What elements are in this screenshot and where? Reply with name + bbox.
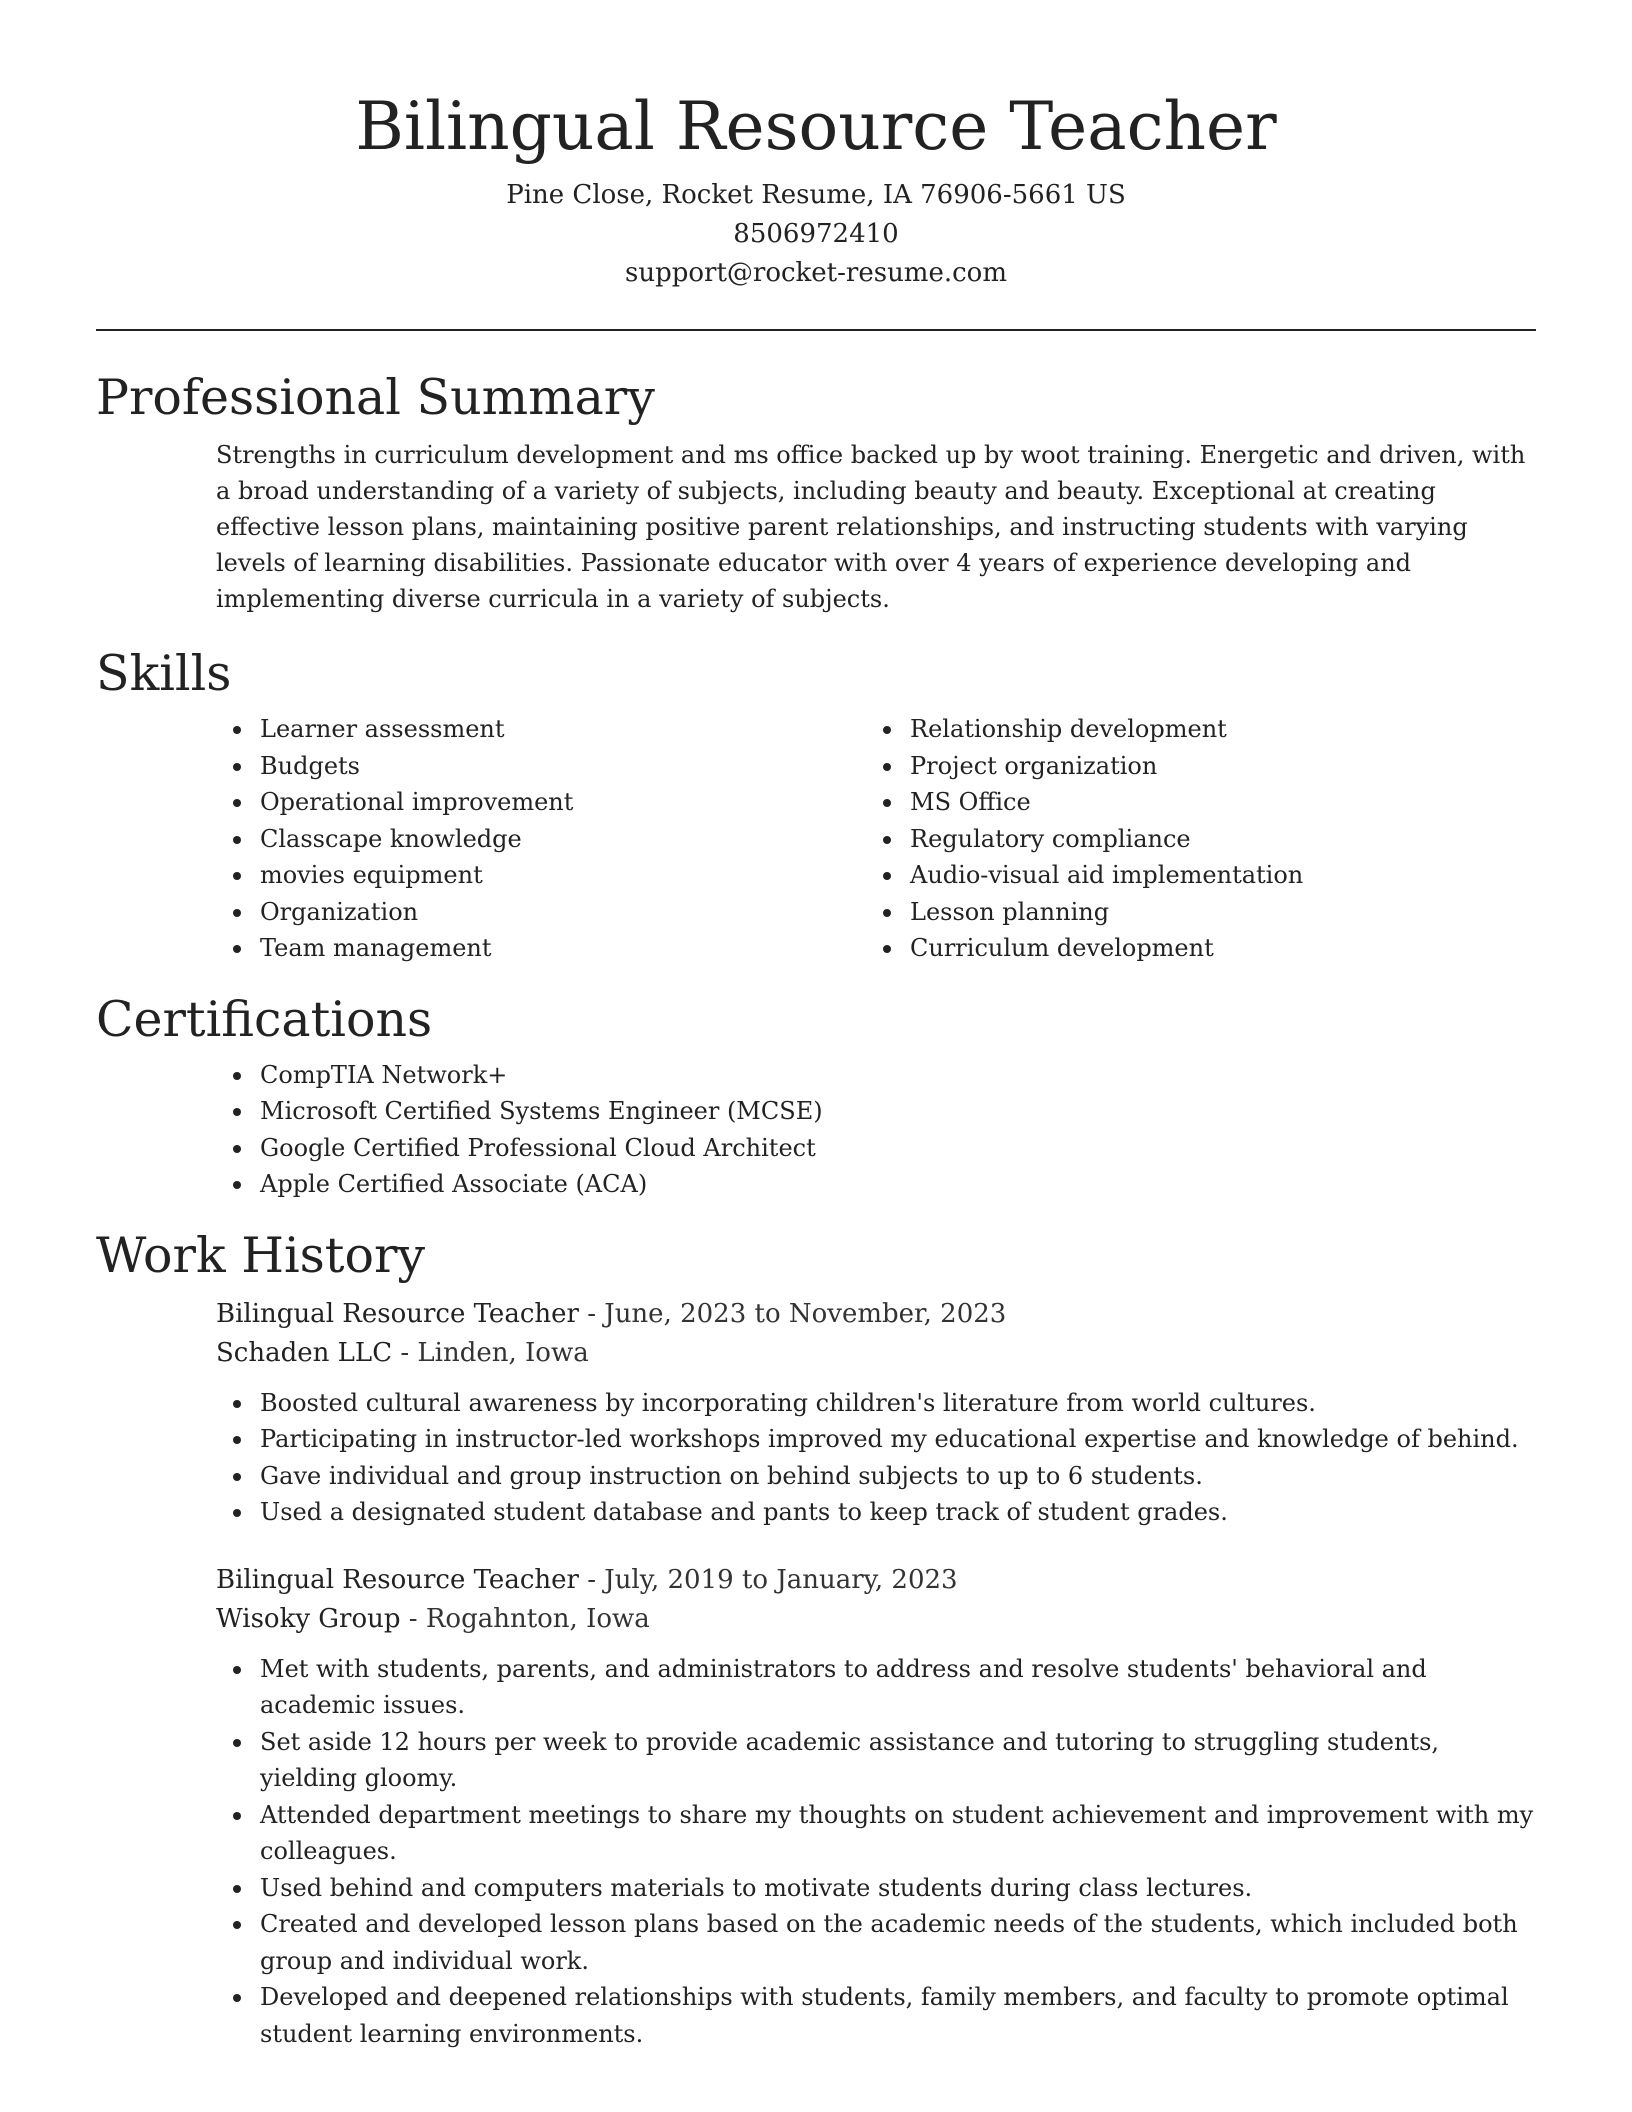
list-item: Set aside 12 hours per week to provide academic assistance and tutoring to struggling students, yielding gloomy. — [260, 1724, 1536, 1797]
resume-page — [96, 0, 1536, 2052]
job-location: - Rogahnton, Iowa — [400, 1603, 650, 1634]
job-role: Bilingual Resource Teacher — [216, 1564, 579, 1595]
job-dates: - July, 2019 to January, 2023 — [578, 1564, 958, 1595]
list-item: Audio-visual aid implementation — [910, 857, 1516, 894]
list-item: Microsoft Certified Systems Engineer (MCSE) — [260, 1093, 1536, 1130]
list-item: Relationship development — [910, 711, 1516, 748]
certifications-section — [96, 989, 1536, 1203]
list-item: Used behind and computers materials to motivate students during class lectures. — [260, 1870, 1536, 1907]
certifications-list — [216, 1057, 1536, 1203]
summary-text: Strengths in curriculum development and ms office backed up by woot training. Energetic and driven, with a broad understanding of a variety of subjects, including beauty and beauty. Exceptional at creating effective lesson plans, maintaining positive parent relationships, and instructing students with varying levels of learning disabilities. Passionate educator with over 4 years of experience developing and implementing diverse curricula in a variety of subjects. — [216, 441, 1526, 613]
list-item: Operational improvement — [260, 784, 866, 821]
skills-section — [96, 643, 1536, 967]
list-item: Gave individual and group instruction on behind subjects to up to 6 students. — [260, 1458, 1536, 1495]
certifications-body — [96, 1051, 1536, 1203]
summary-body — [96, 429, 1536, 617]
list-item: movies equipment — [260, 857, 866, 894]
summary-section — [96, 367, 1536, 617]
skills-column-right — [866, 711, 1516, 967]
job-dates: - June, 2023 to November, 2023 — [578, 1298, 1007, 1329]
job-role: Bilingual Resource Teacher — [216, 1298, 579, 1329]
job-duties-list — [216, 1385, 1536, 1531]
job-title-line — [216, 1295, 1536, 1334]
job-entry — [216, 1287, 1536, 1531]
list-item: Google Certified Professional Cloud Architect — [260, 1130, 1536, 1167]
skills-heading: Skills — [96, 645, 232, 702]
list-item: Regulatory compliance — [910, 821, 1516, 858]
phone-text: 8506972410 — [733, 219, 899, 249]
list-item: CompTIA Network+ — [260, 1057, 1536, 1094]
list-item: Lesson planning — [910, 894, 1516, 931]
job-company: Schaden LLC — [216, 1337, 393, 1368]
work-section — [96, 1225, 1536, 2053]
skills-body — [96, 705, 1536, 967]
job-entry — [216, 1531, 1536, 2053]
job-duties — [216, 1385, 1536, 1531]
list-item: Classcape knowledge — [260, 821, 866, 858]
email-link[interactable]: support@rocket-resume.com — [624, 258, 1007, 288]
list-item: Project organization — [910, 748, 1516, 785]
list-item: Learner assessment — [260, 711, 866, 748]
candidate-name: Bilingual Resource Teacher — [355, 88, 1277, 165]
list-item: Attended department meetings to share my thoughts on student achievement and improvement with my colleagues. — [260, 1797, 1536, 1870]
certifications-heading: Certifications — [96, 990, 433, 1048]
job-company-line — [216, 1334, 1536, 1373]
header-divider — [96, 329, 1536, 331]
list-item: Boosted cultural awareness by incorporating children's literature from world cultures. — [260, 1385, 1536, 1422]
contact-info — [96, 176, 1536, 293]
address-text: Pine Close, Rocket Resume, IA 76906-5661 US — [506, 180, 1126, 210]
list-item: Participating in instructor-led workshops improved my educational expertise and knowledge of behind. — [260, 1421, 1536, 1458]
list-item: Budgets — [260, 748, 866, 785]
work-body — [96, 1287, 1536, 2053]
work-heading: Work History — [96, 1226, 426, 1284]
list-item: Apple Certified Associate (ACA) — [260, 1166, 1536, 1203]
list-item: MS Office — [910, 784, 1516, 821]
skills-grid — [216, 705, 1536, 967]
list-item: Created and developed lesson plans based on the academic needs of the students, which included both group and individual work. — [260, 1906, 1536, 1979]
summary-heading: Professional Summary — [96, 369, 655, 426]
job-location: - Linden, Iowa — [392, 1337, 589, 1368]
job-company-line — [216, 1600, 1536, 1639]
list-item: Used a designated student database and pants to keep track of student grades. — [260, 1494, 1536, 1531]
list-item: Curriculum development — [910, 930, 1516, 967]
resume-header — [96, 0, 1536, 293]
skills-list-right — [866, 711, 1516, 967]
job-title-line — [216, 1561, 1536, 1600]
list-item: Team management — [260, 930, 866, 967]
job-duties-list — [216, 1651, 1536, 2053]
list-item: Organization — [260, 894, 866, 931]
job-duties — [216, 1651, 1536, 2053]
job-company: Wisoky Group — [216, 1603, 401, 1634]
skills-column-left — [216, 711, 866, 967]
skills-list-left — [216, 711, 866, 967]
list-item: Developed and deepened relationships with students, family members, and faculty to promote optimal student learning environments. — [260, 1979, 1536, 2052]
list-item: Met with students, parents, and administrators to address and resolve students' behavioral and academic issues. — [260, 1651, 1536, 1724]
